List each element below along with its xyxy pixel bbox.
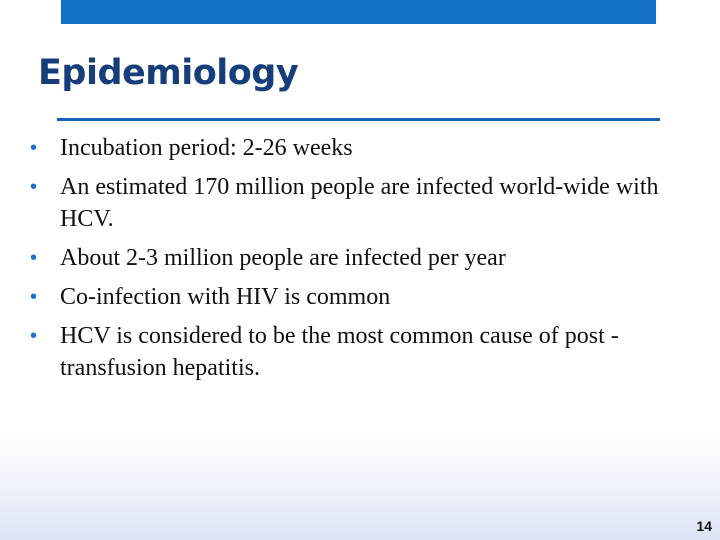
bullet-dot-icon: • <box>30 247 38 269</box>
bullet-item <box>30 132 702 164</box>
bullet-item <box>30 320 702 384</box>
bullet-item <box>30 171 702 235</box>
page-number: 14 <box>696 518 712 534</box>
bullet-text: HCV is considered to be the most common cause of post - transfusion hepatitis. <box>60 323 619 381</box>
bullet-text: An estimated 170 million people are infected world-wide with HCV. <box>60 174 659 232</box>
bullet-list <box>30 132 702 391</box>
bullet-dot-icon: • <box>30 286 38 308</box>
bullet-dot-icon: • <box>30 325 38 347</box>
bullet-item <box>30 281 702 313</box>
title-divider <box>57 118 660 121</box>
slide-title: Epidemiology <box>38 53 299 93</box>
bullet-dot-icon: • <box>30 137 38 159</box>
bullet-text: About 2-3 million people are infected per year <box>60 245 506 271</box>
bullet-dot-icon: • <box>30 176 38 198</box>
header-bar <box>61 0 656 24</box>
bullet-text: Co-infection with HIV is common <box>60 284 391 310</box>
bullet-text: Incubation period: 2-26 weeks <box>60 135 353 161</box>
bullet-item <box>30 242 702 274</box>
